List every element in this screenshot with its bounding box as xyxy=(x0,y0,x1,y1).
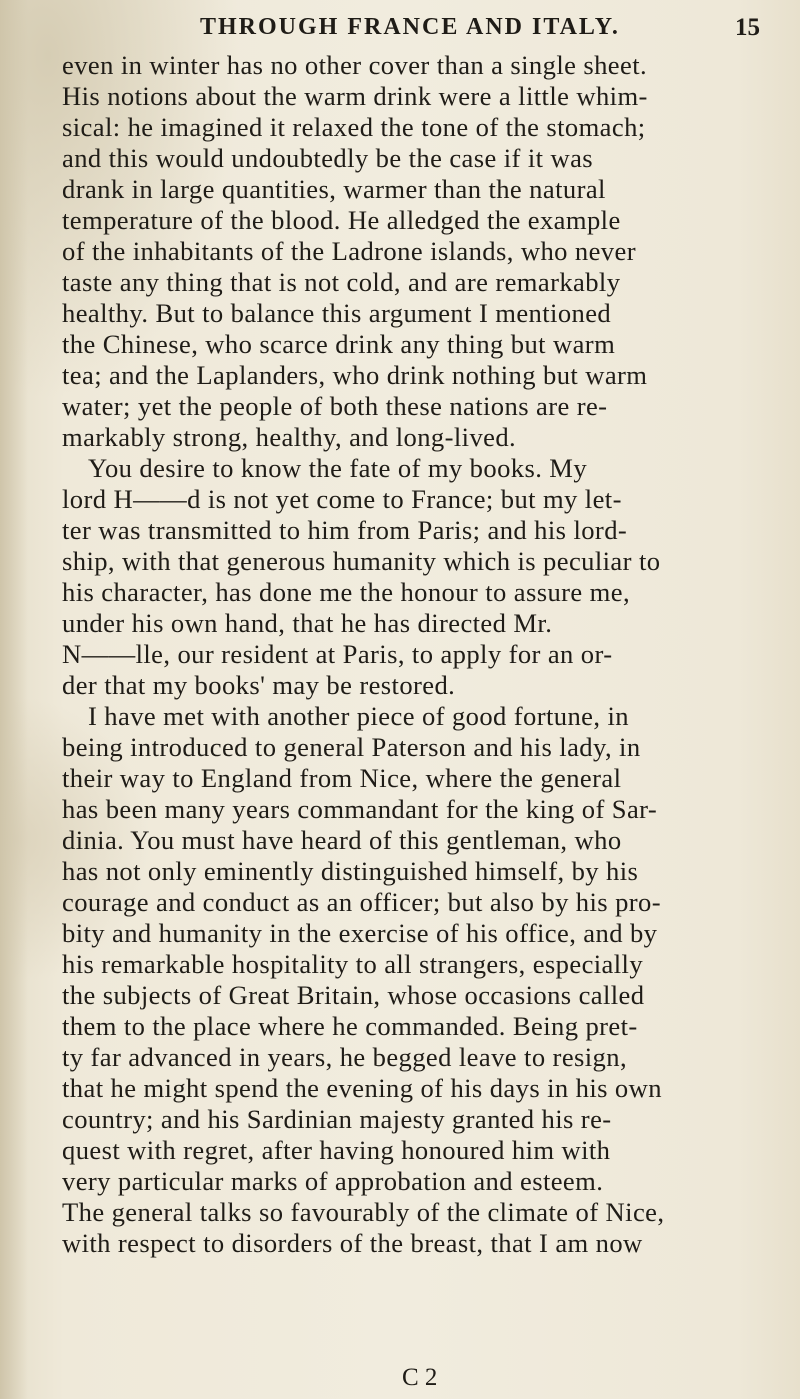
text-line: ship, with that generous humanity which is peculiar to xyxy=(62,546,661,576)
text-line: der that my books' may be restored. xyxy=(62,670,456,700)
text-line: and this would undoubtedly be the case if it was xyxy=(62,143,594,173)
text-line: his character, has done me the honour to assure me, xyxy=(62,577,631,607)
text-line: water; yet the people of both these nations are re- xyxy=(62,391,608,421)
text-line: has not only eminently distinguished himself, by his xyxy=(62,856,639,886)
text-line: ter was transmitted to him from Paris; and his lord- xyxy=(62,515,628,545)
text-line: country; and his Sardinian majesty granted his re- xyxy=(62,1104,612,1134)
text-line: N——lle, our resident at Paris, to apply for an or- xyxy=(62,639,613,669)
text-line: them to the place where he commanded. Being pret- xyxy=(62,1011,638,1041)
running-head xyxy=(200,14,760,44)
text-line: markably strong, healthy, and long-lived. xyxy=(62,422,517,452)
text-line: quest with regret, after having honoured him with xyxy=(62,1135,611,1165)
text-line: that he might spend the evening of his days in his own xyxy=(62,1073,662,1103)
paragraph-start-line: You desire to know the fate of my books. My xyxy=(88,453,588,483)
text-line: ty far advanced in years, he begged leave to resign, xyxy=(62,1042,627,1072)
text-line: tea; and the Laplanders, who drink nothing but warm xyxy=(62,360,648,390)
text-line: the Chinese, who scarce drink any thing but warm xyxy=(62,329,616,359)
text-line: sical: he imagined it relaxed the tone of the stomach; xyxy=(62,112,646,142)
text-line: under his own hand, that he has directed Mr. xyxy=(62,608,553,638)
text-line: their way to England from Nice, where the general xyxy=(62,763,622,793)
page-number: 15 xyxy=(735,14,760,41)
text-line: temperature of the blood. He alledged the example xyxy=(62,205,621,235)
running-title: THROUGH FRANCE AND ITALY. xyxy=(200,14,620,40)
text-line: drank in large quantities, warmer than the natural xyxy=(62,174,606,204)
text-line: his remarkable hospitality to all strangers, especially xyxy=(62,949,644,979)
text-line: has been many years commandant for the king of Sar- xyxy=(62,794,658,824)
text-line: courage and conduct as an officer; but also by his pro- xyxy=(62,887,661,917)
text-line: very particular marks of approbation and esteem. xyxy=(62,1166,604,1196)
page-edge-shadow xyxy=(0,0,28,1399)
body-text xyxy=(62,50,782,1259)
text-line: bity and humanity in the exercise of his office, and by xyxy=(62,918,658,948)
text-line: even in winter has no other cover than a single sheet. xyxy=(62,50,648,80)
text-line: the subjects of Great Britain, whose occasions called xyxy=(62,980,645,1010)
text-line: healthy. But to balance this argument I mentioned xyxy=(62,298,612,328)
text-line: The general talks so favourably of the climate of Nice, xyxy=(62,1197,665,1227)
text-line: dinia. You must have heard of this gentleman, who xyxy=(62,825,622,855)
text-line: lord H——d is not yet come to France; but my let- xyxy=(62,484,622,514)
paragraph-start-line: I have met with another piece of good fortune, in xyxy=(88,701,629,731)
signature-mark: C 2 xyxy=(402,1364,438,1391)
text-line: taste any thing that is not cold, and are remarkably xyxy=(62,267,621,297)
text-line: being introduced to general Paterson and his lady, in xyxy=(62,732,641,762)
text-line: with respect to disorders of the breast, that I am now xyxy=(62,1228,643,1258)
text-line: of the inhabitants of the Ladrone islands, who never xyxy=(62,236,636,266)
text-line: His notions about the warm drink were a little whim- xyxy=(62,81,648,111)
